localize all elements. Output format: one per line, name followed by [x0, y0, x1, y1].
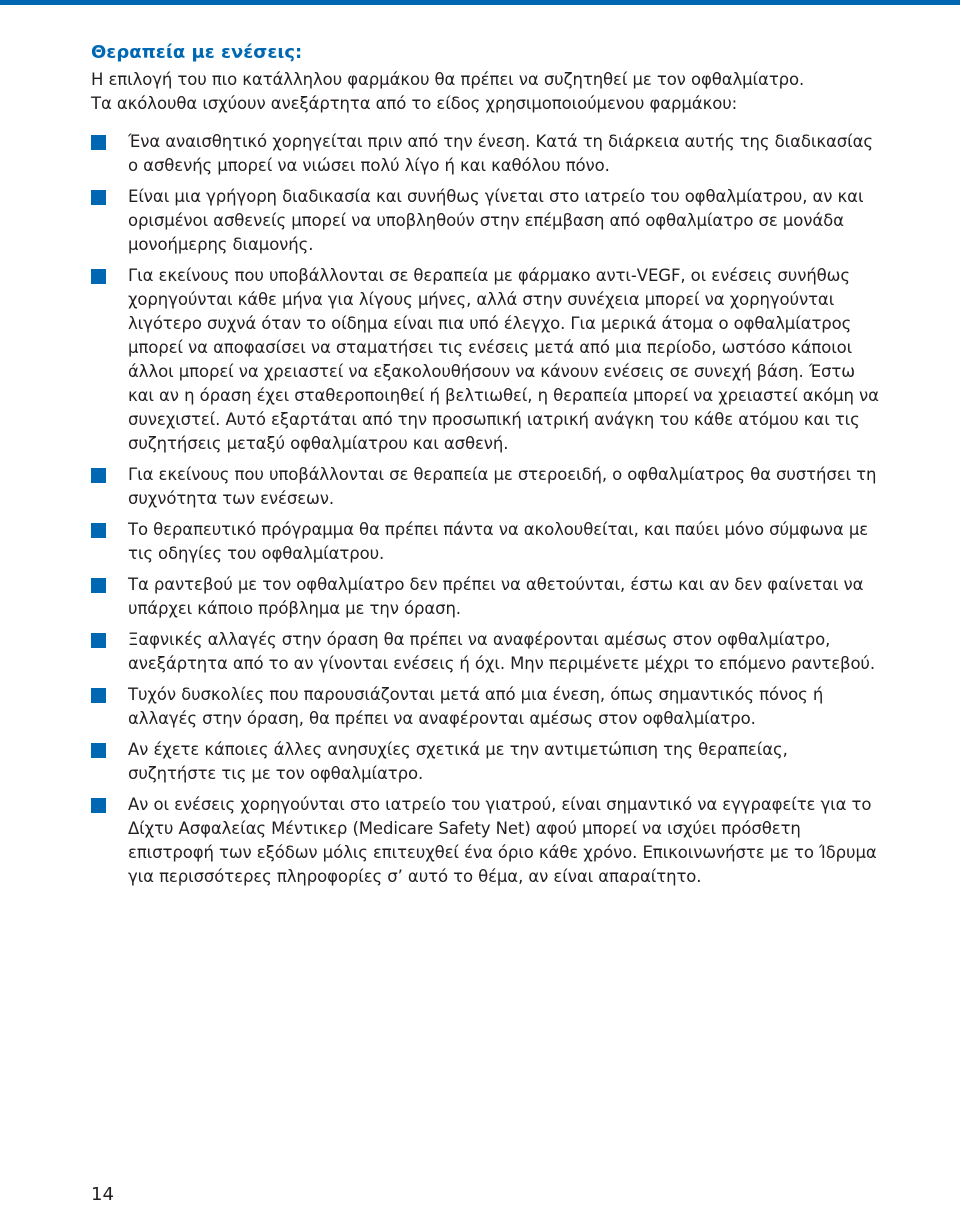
- list-item: [91, 518, 881, 566]
- list-item-text: Για εκείνους που υποβάλλονται σε θεραπεία με στεροειδή, ο οφθαλμίατρος θα συστήσει τη συχνότητα των ενέσεων.: [128, 465, 877, 508]
- square-bullet-icon: [91, 798, 106, 813]
- page-number: 14: [91, 1184, 114, 1205]
- page-content: [91, 40, 881, 896]
- section-heading: Θεραπεία με ενέσεις:: [91, 42, 303, 63]
- list-item: [91, 683, 881, 731]
- list-item: [91, 573, 881, 621]
- intro-line: Τα ακόλουθα ισχύουν ανεξάρτητα από το είδος χρησιμοποιούμενου φαρμάκου:: [91, 94, 738, 113]
- square-bullet-icon: [91, 190, 106, 205]
- list-item: [91, 738, 881, 786]
- square-bullet-icon: [91, 743, 106, 758]
- list-item-text: Τυχόν δυσκολίες που παρουσιάζονται μετά από μια ένεση, όπως σημαντικός πόνος ή αλλαγές στην όραση, θα πρέπει να αναφέρονται αμέσως στον οφθαλμίατρο.: [128, 685, 824, 728]
- list-item: [91, 463, 881, 511]
- list-item-text: Τα ραντεβού με τον οφθαλμίατρο δεν πρέπει να αθετούνται, έστω και αν δεν φαίνεται να υπάρχει κάποιο πρόβλημα με την όραση.: [128, 575, 864, 618]
- square-bullet-icon: [91, 688, 106, 703]
- intro-paragraph: [91, 68, 881, 116]
- square-bullet-icon: [91, 633, 106, 648]
- square-bullet-icon: [91, 523, 106, 538]
- list-item: [91, 185, 881, 257]
- list-item: [91, 264, 881, 456]
- list-item-text: Αν οι ενέσεις χορηγούνται στο ιατρείο του γιατρού, είναι σημαντικό να εγγραφείτε για το Δίχτυ Ασφαλείας Μέντικερ (Medicare Safety Net) αφού μπορεί να ισχύει πρόσθετη επιστροφή των εξόδων μόλις επιτευχθεί ένα όριο κάθε χρόνο. Επικοινωνήστε με το Ίδρυμα για περισσότερες πληροφορίες σ’ αυτό το θέμα, αν είναι απαραίτητο.: [128, 795, 877, 886]
- list-item-text: Το θεραπευτικό πρόγραμμα θα πρέπει πάντα να ακολουθείται, και παύει μόνο σύμφωνα με τις οδηγίες του οφθαλμίατρου.: [128, 520, 869, 563]
- list-item-text: Αν έχετε κάποιες άλλες ανησυχίες σχετικά με την αντιμετώπιση της θεραπείας, συζητήστε τις με τον οφθαλμίατρο.: [128, 740, 788, 783]
- list-item: [91, 628, 881, 676]
- intro-line: Η επιλογή του πιο κατάλληλου φαρμάκου θα πρέπει να συζητηθεί με τον οφθαλμίατρο.: [91, 70, 805, 89]
- list-item-text: Ένα αναισθητικό χορηγείται πριν από την ένεση. Κατά τη διάρκεια αυτής της διαδικασίας ο ασθενής μπορεί να νιώσει πολύ λίγο ή και καθόλου πόνο.: [128, 132, 873, 175]
- square-bullet-icon: [91, 135, 106, 150]
- square-bullet-icon: [91, 468, 106, 483]
- square-bullet-icon: [91, 269, 106, 284]
- top-accent-bar: [0, 0, 960, 5]
- list-item-text: Για εκείνους που υποβάλλονται σε θεραπεία με φάρμακο αντι-VEGF, οι ενέσεις συνήθως χορηγούνται κάθε μήνα για λίγους μήνες, αλλά στην συνέχεια μπορεί να χορηγούνται λιγότερο συχνά όταν το οίδημα είναι πια υπό έλεγχο. Για μερικά άτομα ο οφθαλμίατρος μπορεί να αποφασίσει να σταματήσει τις ενέσεις μετά από μια περίοδο, ωστόσο κάποιοι άλλοι μπορεί να χρειαστεί να εξακολουθήσουν να κάνουν ενέσεις σε συνεχή βάση. Έστω και αν η όραση έχει σταθεροποιηθεί ή βελτιωθεί, η θεραπεία μπορεί να χρειαστεί ακόμη να συνεχιστεί. Αυτό εξαρτάται από την προσωπική ιατρική ανάγκη του κάθε ατόμου και τις συζητήσεις μεταξύ οφθαλμίατρου και ασθενή.: [128, 266, 879, 453]
- bullet-list: [91, 130, 881, 889]
- list-item: [91, 130, 881, 178]
- list-item: [91, 793, 881, 889]
- list-item-text: Ξαφνικές αλλαγές στην όραση θα πρέπει να αναφέρονται αμέσως στον οφθαλμίατρο, ανεξάρτητα από το αν γίνονται ενέσεις ή όχι. Μην περιμένετε μέχρι το επόμενο ραντεβού.: [128, 630, 876, 673]
- list-item-text: Είναι μια γρήγορη διαδικασία και συνήθως γίνεται στο ιατρείο του οφθαλμίατρου, αν και ορισμένοι ασθενείς μπορεί να υποβληθούν στην επέμβαση από οφθαλμίατρο σε μονάδα μονοήμερης διαμονής.: [128, 187, 864, 254]
- square-bullet-icon: [91, 578, 106, 593]
